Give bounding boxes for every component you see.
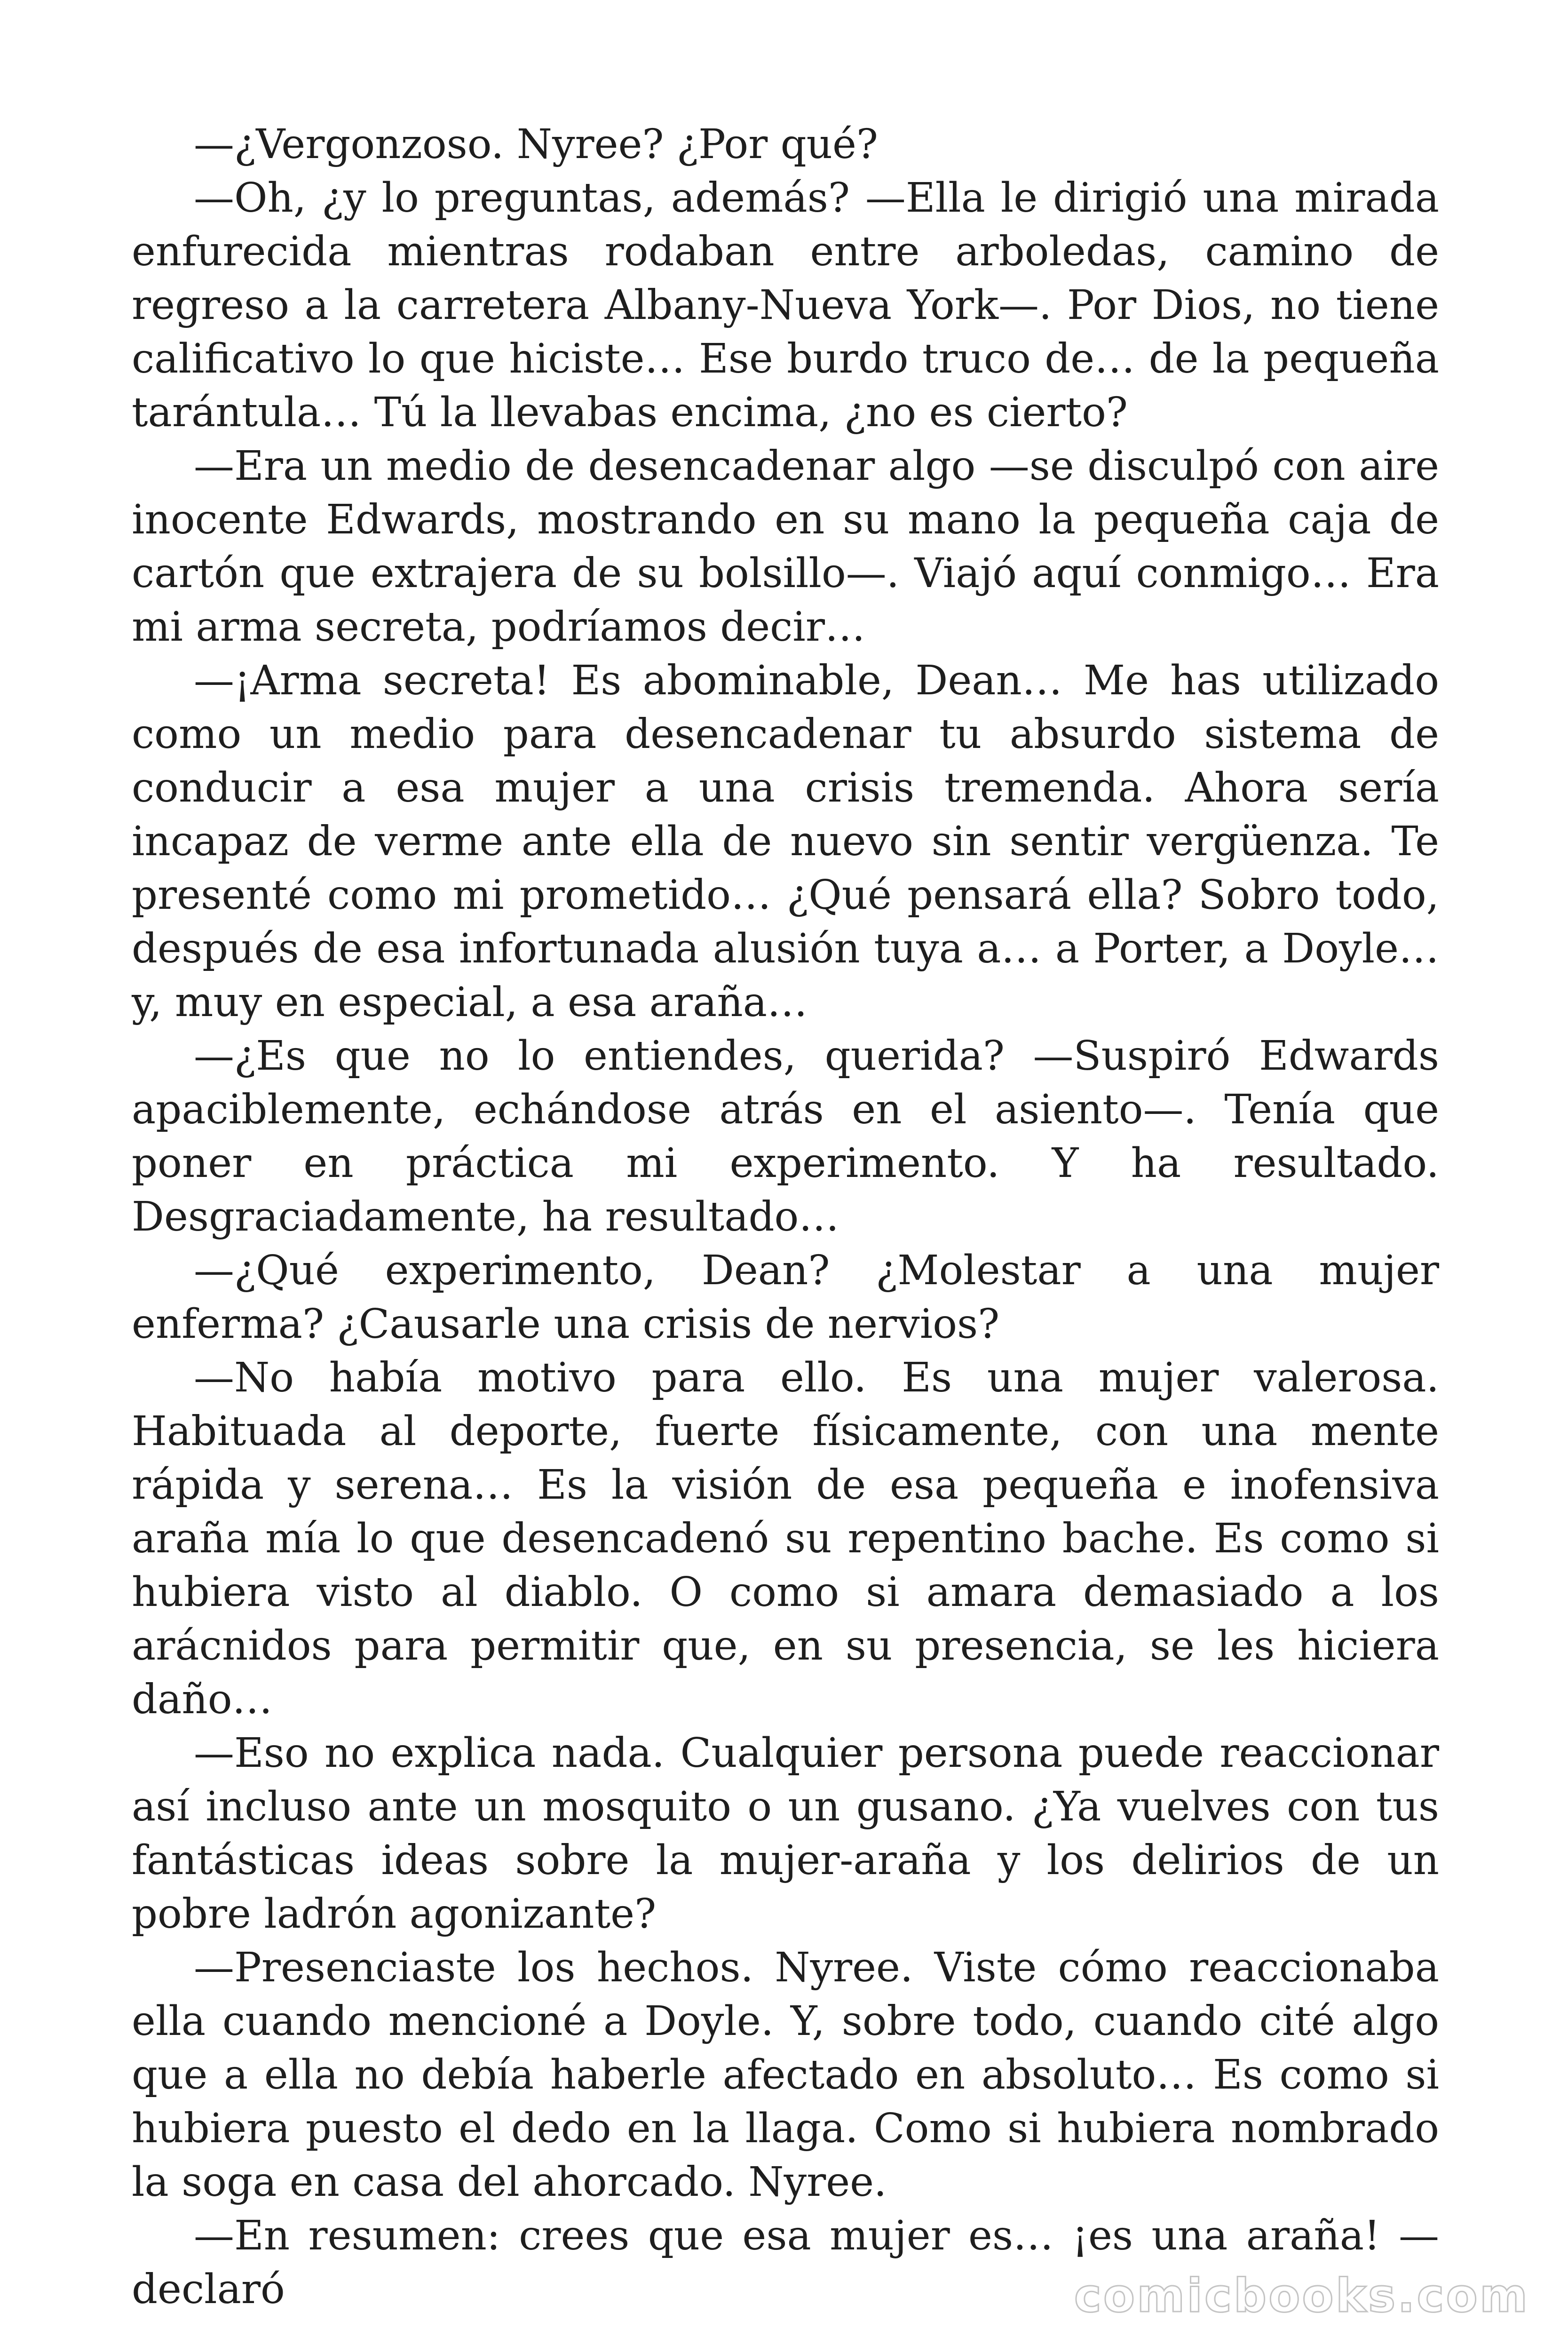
- paragraph-4: —¡Arma secreta! Es abominable, Dean… Me has utilizado como un medio para desencadenar tu absurdo sistema de conducir a esa mujer a una crisis tremenda. Ahora sería incapaz de verme ante ella de nuevo sin sentir vergüenza. Te presenté como mi prometido… ¿Qué pensará ella? Sobro todo, después de esa infortunada alusión tuya a… a Porter, a Doyle… y, muy en especial, a esa araña…: [132, 657, 1439, 1026]
- paragraph-9: —Presenciaste los hechos. Nyree. Viste cómo reaccionaba ella cuando mencioné a Doyle. Y, sobre todo, cuando cité algo que a ella no debía haberle afectado en absoluto… Es como si hubiera puesto el dedo en la llaga. Como si hubiera nombrado la soga en casa del ahorcado. Nyree.: [132, 1944, 1439, 2206]
- paragraph-5: —¿Es que no lo entiendes, querida? —Suspiró Edwards apaciblemente, echándose atrás en el asiento—. Tenía que poner en práctica mi experimento. Y ha resultado. Desgraciadamente, ha resultado…: [132, 1033, 1439, 1240]
- paragraph-1: —¿Vergonzoso. Nyree? ¿Por qué?: [194, 121, 879, 168]
- site-watermark: comicbooks.com: [1074, 2269, 1529, 2323]
- paragraph-2: —Oh, ¿y lo preguntas, además? —Ella le dirigió una mirada enfurecida mientras rodaban entre arboledas, camino de regreso a la carretera Albany-Nueva York—. Por Dios, no tiene calificativo lo que hiciste… Ese burdo truco de… de la pequeña tarántula… Tú la llevabas encima, ¿no es cierto?: [132, 175, 1439, 436]
- paragraph-7: —No había motivo para ello. Es una mujer valerosa. Habituada al deporte, fuerte físicamente, con una mente rápida y serena… Es la visión de esa pequeña e inofensiva araña mía lo que desencadenó su repentino bache. Es como si hubiera visto al diablo. O como si amara demasiado a los arácnidos para permitir que, en su presencia, se les hiciera daño…: [132, 1354, 1439, 1723]
- body-text: [132, 118, 1439, 2316]
- paragraph-10: —En resumen: crees que esa mujer es… ¡es una araña! —declaró: [132, 2212, 1439, 2313]
- paragraph-6: —¿Qué experimento, Dean? ¿Molestar a una mujer enferma? ¿Causarle una crisis de nervios?: [132, 1247, 1439, 1348]
- paragraph-8: —Eso no explica nada. Cualquier persona puede reaccionar así incluso ante un mosquito o un gusano. ¿Ya vuelves con tus fantásticas ideas sobre la mujer-araña y los delirios de un pobre ladrón agonizante?: [132, 1730, 1439, 1938]
- paragraph-3: —Era un medio de desencadenar algo —se disculpó con aire inocente Edwards, mostrando en su mano la pequeña caja de cartón que extrajera de su bolsillo—. Viajó aquí conmigo… Era mi arma secreta, podríamos decir…: [132, 443, 1439, 651]
